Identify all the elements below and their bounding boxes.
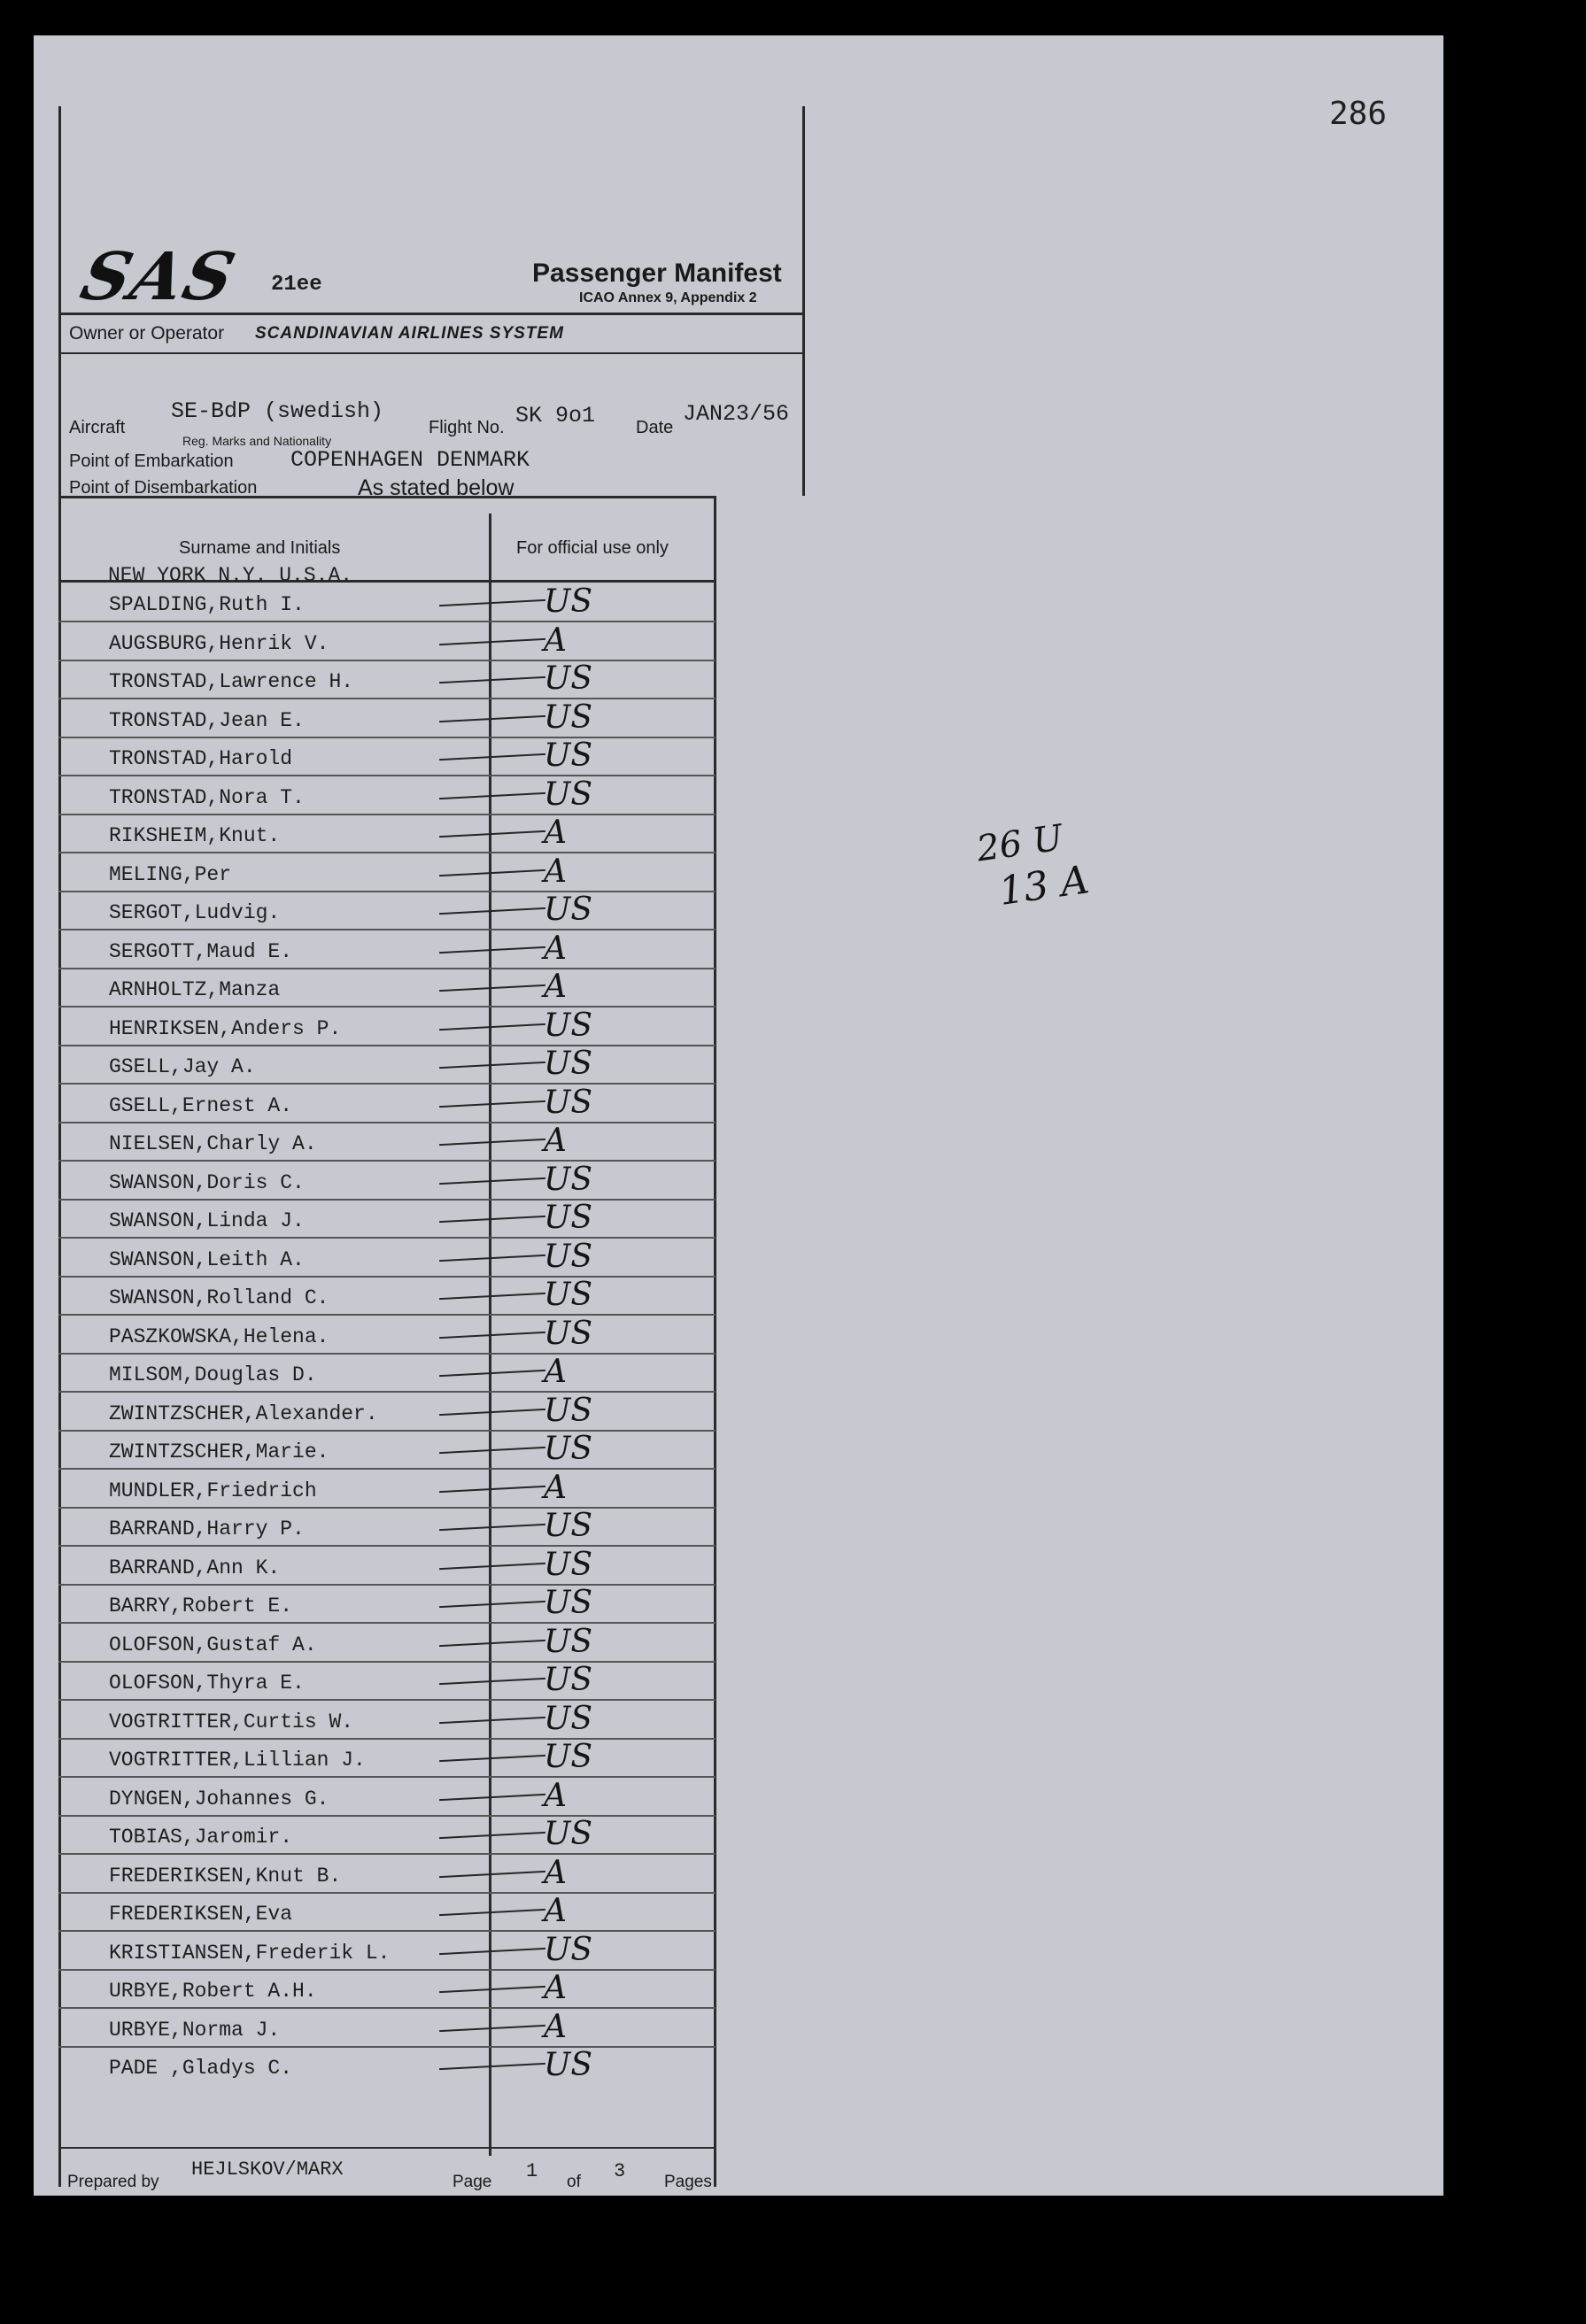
- check-mark: [439, 637, 545, 645]
- list-item: [58, 1045, 716, 1085]
- official-code: US: [544, 660, 593, 697]
- passenger-name: TOBIAS,Jaromir.: [109, 1826, 293, 1849]
- official-code: US: [544, 1508, 593, 1544]
- check-mark: [439, 1716, 545, 1723]
- column-header-official: For official use only: [516, 538, 669, 558]
- embark-label: Point of Embarkation: [69, 452, 234, 471]
- passenger-name: GSELL,Ernest A.: [109, 1093, 293, 1117]
- form-subtitle: ICAO Annex 9, Appendix 2: [579, 290, 757, 305]
- passenger-name: PASZKOWSKA,Helena.: [109, 1324, 329, 1348]
- check-mark: [439, 1793, 545, 1800]
- list-item: [58, 968, 716, 1008]
- list-item: [58, 1199, 716, 1239]
- page-label: Page: [453, 2173, 492, 2191]
- check-mark: [439, 1755, 545, 1762]
- official-code: A: [544, 1777, 567, 1814]
- check-mark: [439, 1832, 545, 1839]
- passenger-name: URBYE,Norma J.: [109, 2018, 281, 2042]
- page-value: 1: [526, 2160, 538, 2182]
- passenger-name: SWANSON,Linda J.: [109, 1209, 305, 1232]
- passenger-name: AUGSBURG,Henrik V.: [109, 631, 329, 655]
- list-item: [58, 891, 716, 930]
- list-item: [58, 1623, 716, 1663]
- official-code: US: [544, 1623, 593, 1660]
- official-code: US: [544, 1392, 593, 1429]
- list-item: [58, 699, 716, 738]
- official-code: US: [544, 1007, 593, 1044]
- flight-value: SK 9o1: [515, 403, 596, 429]
- passenger-name: TRONSTAD,Lawrence H.: [109, 670, 354, 693]
- passenger-name: HENRIKSEN,Anders P.: [109, 1016, 342, 1040]
- check-mark: [439, 1331, 545, 1338]
- list-item: [58, 1084, 716, 1123]
- list-item: [58, 1161, 716, 1201]
- list-item: [58, 1661, 716, 1701]
- passenger-name: GSELL,Jay A.: [109, 1055, 256, 1078]
- official-code: US: [544, 1431, 593, 1467]
- owner-value: SCANDINAVIAN AIRLINES SYSTEM: [255, 324, 564, 343]
- tally-a: 13 A: [995, 857, 1092, 915]
- passenger-name: RIKSHEIM,Knut.: [109, 824, 281, 847]
- list-item: [58, 1931, 716, 1971]
- list-item: [58, 1007, 716, 1046]
- check-mark: [439, 869, 545, 876]
- column-header-names: Surname and Initials: [179, 538, 341, 558]
- check-mark: [439, 907, 545, 915]
- check-mark: [439, 753, 545, 761]
- check-mark: [439, 599, 545, 606]
- flight-label: Flight No.: [429, 418, 505, 437]
- passenger-name: ZWINTZSCHER,Alexander.: [109, 1401, 378, 1425]
- owner-label: Owner or Operator: [69, 323, 225, 344]
- passenger-name: ARNHOLTZ,Manza: [109, 978, 281, 1001]
- official-code: US: [544, 1161, 593, 1198]
- check-mark: [439, 1062, 545, 1069]
- passenger-name: OLOFSON,Gustaf A.: [109, 1633, 317, 1656]
- list-item: [58, 1854, 716, 1894]
- list-item: [58, 2008, 716, 2048]
- official-code: US: [544, 1585, 593, 1621]
- check-mark: [439, 1293, 545, 1300]
- passenger-name: FREDERIKSEN,Knut B.: [109, 1864, 342, 1888]
- official-code: US: [544, 776, 593, 813]
- list-item: [58, 1315, 716, 1355]
- check-mark: [439, 946, 545, 953]
- list-item: [58, 1546, 716, 1586]
- date-label: Date: [636, 418, 674, 437]
- list-item: [58, 660, 716, 699]
- of-label: of: [567, 2173, 581, 2191]
- list-item: [58, 622, 716, 661]
- list-item: [58, 776, 716, 815]
- passenger-name: SWANSON,Rolland C.: [109, 1286, 329, 1309]
- list-item: [58, 1469, 716, 1509]
- page-number-stamp: 286: [1329, 96, 1388, 132]
- official-code: A: [544, 815, 567, 851]
- check-mark: [439, 1601, 545, 1608]
- list-item: [58, 814, 716, 853]
- check-mark: [439, 1100, 545, 1107]
- aircraft-value: SE-BdP (swedish): [171, 398, 384, 424]
- check-mark: [439, 1678, 545, 1685]
- check-mark: [439, 1909, 545, 1916]
- official-code: A: [544, 1469, 567, 1506]
- disembark-label: Point of Disembarkation: [69, 478, 258, 498]
- check-mark: [439, 1023, 545, 1030]
- passenger-name: MELING,Per: [109, 862, 232, 886]
- official-code: A: [544, 1123, 567, 1159]
- passenger-name: TRONSTAD,Jean E.: [109, 708, 305, 732]
- list-item: [58, 1700, 716, 1740]
- passenger-name: BARRY,Robert E.: [109, 1594, 293, 1618]
- passenger-name: SERGOTT,Maud E.: [109, 939, 293, 963]
- check-mark: [439, 984, 545, 992]
- passenger-name: URBYE,Robert A.H.: [109, 1980, 317, 2003]
- passenger-name: BARRAND,Ann K.: [109, 1556, 281, 1579]
- pages-label: Pages: [664, 2173, 712, 2191]
- list-item: [58, 1507, 716, 1547]
- form-code: 21ee: [271, 273, 322, 297]
- passenger-name: FREDERIKSEN,Eva: [109, 1903, 293, 1926]
- sas-logo: SAS: [73, 239, 244, 315]
- official-code: US: [544, 583, 593, 620]
- passenger-name: TRONSTAD,Nora T.: [109, 785, 305, 809]
- check-mark: [439, 676, 545, 683]
- official-code: A: [544, 1854, 567, 1891]
- list-item: [58, 853, 716, 892]
- official-code: A: [544, 969, 567, 1005]
- passenger-name: OLOFSON,Thyra E.: [109, 1672, 305, 1695]
- check-mark: [439, 2024, 545, 2031]
- destination: NEW YORK N.Y. U.S.A.: [108, 564, 353, 587]
- form-title: Passenger Manifest: [532, 259, 782, 288]
- list-item: [58, 2046, 716, 2084]
- passenger-name: BARRAND,Harry P.: [109, 1517, 305, 1540]
- of-value: 3: [614, 2160, 626, 2182]
- official-code: A: [544, 930, 567, 967]
- aircraft-label: Aircraft: [69, 418, 126, 437]
- official-code: US: [544, 1046, 593, 1082]
- prepared-by-label: Prepared by: [67, 2173, 159, 2191]
- manifest-form: [58, 106, 804, 2189]
- check-mark: [439, 791, 545, 799]
- check-mark: [439, 1139, 545, 1146]
- official-code: US: [544, 1662, 593, 1698]
- official-code: US: [544, 737, 593, 774]
- passenger-name: TRONSTAD,Harold: [109, 747, 293, 770]
- list-item: [58, 930, 716, 969]
- official-code: A: [544, 1893, 567, 1929]
- passenger-name: SERGOT,Ludvig.: [109, 901, 281, 924]
- list-item: [58, 1969, 716, 2009]
- official-code: A: [544, 622, 567, 659]
- list-item: [58, 1238, 716, 1278]
- passenger-name: DYNGEN,Johannes G.: [109, 1787, 329, 1811]
- list-item: [58, 1815, 716, 1855]
- list-item: [58, 1122, 716, 1162]
- official-code: US: [544, 1238, 593, 1275]
- passenger-name: MUNDLER,Friedrich: [109, 1479, 317, 1502]
- official-code: A: [544, 2008, 567, 2045]
- check-mark: [439, 714, 545, 722]
- passenger-name: KRISTIANSEN,Frederik L.: [109, 1941, 391, 1965]
- check-mark: [439, 1986, 545, 1993]
- official-code: US: [544, 699, 593, 736]
- official-code: US: [544, 1277, 593, 1313]
- check-mark: [439, 830, 545, 838]
- list-item: [58, 1584, 716, 1624]
- check-mark: [439, 1524, 545, 1531]
- official-code: A: [544, 853, 567, 890]
- official-code: US: [544, 1315, 593, 1352]
- check-mark: [439, 1370, 545, 1377]
- reg-marks-label: Reg. Marks and Nationality: [182, 434, 332, 448]
- list-item: [58, 1777, 716, 1817]
- disembark-value: As stated below: [358, 475, 514, 500]
- list-item: [58, 737, 716, 776]
- date-value: JAN23/56: [683, 401, 790, 427]
- official-code: US: [544, 1931, 593, 1968]
- list-item: [58, 583, 716, 622]
- official-code: A: [544, 1970, 567, 2006]
- prepared-by-value: HEJLSKOV/MARX: [191, 2158, 344, 2181]
- official-code: US: [544, 1200, 593, 1236]
- check-mark: [439, 1177, 545, 1184]
- check-mark: [439, 1562, 545, 1569]
- check-mark: [439, 1216, 545, 1223]
- list-item: [58, 1276, 716, 1316]
- list-item: [58, 1353, 716, 1393]
- list-item: [58, 1738, 716, 1778]
- list-item: [58, 1392, 716, 1432]
- passenger-name: MILSOM,Douglas D.: [109, 1363, 317, 1386]
- passenger-name: VOGTRITTER,Curtis W.: [109, 1710, 354, 1733]
- passenger-name: SWANSON,Leith A.: [109, 1247, 305, 1271]
- embark-value: COPENHAGEN DENMARK: [290, 447, 530, 473]
- check-mark: [439, 2063, 545, 2070]
- passenger-name: PADE ,Gladys C.: [109, 2057, 293, 2080]
- check-mark: [439, 1254, 545, 1261]
- check-mark: [439, 1408, 545, 1415]
- official-code: US: [544, 1739, 593, 1775]
- check-mark: [439, 1870, 545, 1877]
- official-code: US: [544, 892, 593, 928]
- official-code: US: [544, 1084, 593, 1121]
- official-code: US: [544, 1816, 593, 1852]
- list-item: [58, 1430, 716, 1470]
- passenger-name: SWANSON,Doris C.: [109, 1170, 305, 1194]
- check-mark: [439, 1639, 545, 1646]
- official-code: US: [544, 1700, 593, 1737]
- passenger-name: ZWINTZSCHER,Marie.: [109, 1440, 329, 1463]
- passenger-name: NIELSEN,Charly A.: [109, 1132, 317, 1155]
- official-code: US: [544, 2047, 593, 2083]
- passenger-name: SPALDING,Ruth I.: [109, 593, 305, 616]
- official-code: US: [544, 1546, 593, 1583]
- official-code: A: [544, 1354, 567, 1390]
- passenger-name: VOGTRITTER,Lillian J.: [109, 1749, 366, 1772]
- tally-us: 26 U: [974, 817, 1066, 870]
- check-mark: [439, 1447, 545, 1454]
- check-mark: [439, 1947, 545, 1954]
- list-item: [58, 1892, 716, 1932]
- check-mark: [439, 1485, 545, 1492]
